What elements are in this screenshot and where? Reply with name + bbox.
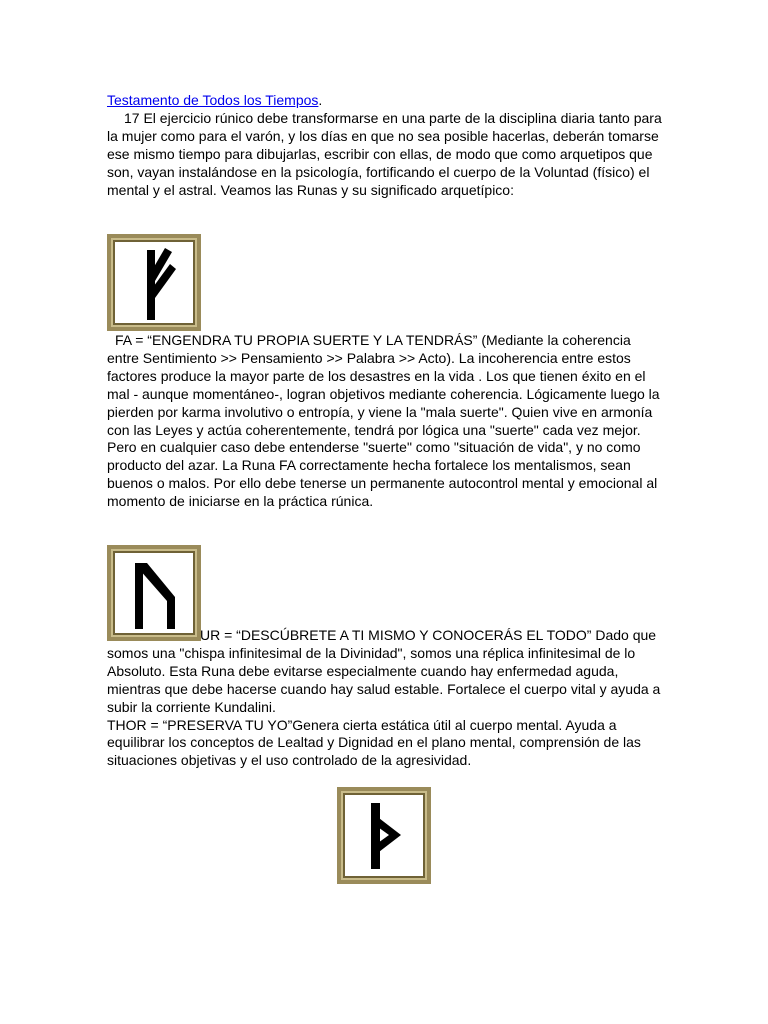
rune-uruz-icon (111, 549, 197, 637)
rune-ur-text: UR = “DESCÚBRETE A TI MISMO Y CONOCERÁS EL TODO” Dado que somos una "chispa infinitesimal de la Divinidad", somos una réplica infinitesimal de lo Absoluto. Esta Runa debe evitarse especialmente cuando hay enfermedad aguda, mientras que debe hacerse cuando hay salud estable. Fortalece el cuerpo vital y ayuda a subir la corriente Kundalini. (107, 627, 661, 715)
rune-thor-text: THOR = “PRESERVA TU YO”Genera cierta estática útil al cuerpo mental. Ayuda a equilibrar los conceptos de Lealtad y Dignidad en el plano mental, comprensión de las situaciones objetivas y el uso controlado de la agresividad. (107, 716, 641, 769)
intro-block (107, 92, 667, 199)
rune-thurisaz-icon (341, 791, 427, 880)
rune-fa-image (107, 234, 201, 331)
intro-heading-line (107, 92, 667, 110)
rune-ur-thor-section (107, 627, 662, 770)
testamento-link[interactable]: Testamento de Todos los Tiempos (107, 92, 319, 108)
link-suffix: . (318, 92, 323, 108)
rune-fa-section (107, 332, 662, 511)
rune-fa-text: FA = “ENGENDRA TU PROPIA SUERTE Y LA TENDRÁS” (Mediante la coherencia entre Sentimiento >> Pensamiento >> Palabra >> Acto). La incoherencia entre estos factores produce la mayor parte de los desastres en la vida . Los que tienen éxito en el mal - aunque momentáneo-, logran objetivos mediante coherencia. Lógicamente luego la pierden por karma involutivo o entropía, y viene la "mala suerte". Quien vive en armonía con las Leyes y actúa coherentemente, tendrá por lógica una "suerte" cada vez mejor. Pero en cualquier caso debe entenderse "suerte" como "situación de vida", y no como producto del azar. La Runa FA correctamente hecha fortalece los mentalismos, sean buenos o malos. Por ello debe tenerse un permanente autocontrol mental y emocional al momento de iniciarse en la práctica rúnica. (107, 332, 660, 510)
rune-fehu-icon (111, 238, 197, 327)
rune-thor-image (337, 787, 431, 884)
intro-paragraph: 17 El ejercicio rúnico debe transformarse en una parte de la disciplina diaria tanto para la mujer como para el varón, y los días en que no sea posible hacerlas, deberán tomarse ese mismo tiempo para dibujarlas, escribir con ellas, de modo que como arquetipos que son, vayan instalándose en la psicología, fortificando el cuerpo de la Voluntad (físico) el mental y el astral. Veamos las Runas y su significado arquetípico: (107, 109, 662, 198)
